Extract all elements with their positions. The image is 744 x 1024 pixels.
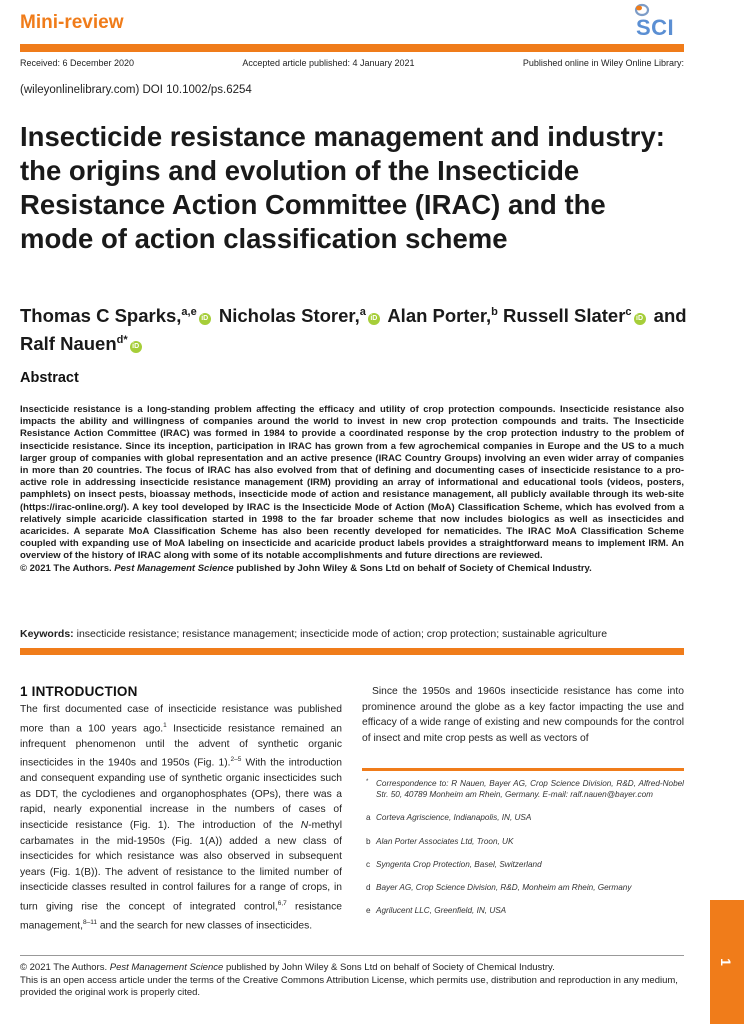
orcid-icon[interactable]: iD bbox=[634, 313, 646, 325]
publication-dates bbox=[20, 58, 684, 68]
keywords-label: Keywords: bbox=[20, 628, 74, 640]
affiliation-footnote: a Corteva Agriscience, Indianapolis, IN, USA bbox=[366, 813, 532, 823]
footer-copyright: © 2021 The Authors. Pest Management Science published by John Wiley & Sons Ltd on behalf of Society of Chemical Industry. bbox=[20, 962, 555, 973]
license-footer bbox=[20, 962, 684, 1000]
doi[interactable]: (wileyonlinelibrary.com) DOI 10.1002/ps.6254 bbox=[20, 84, 252, 96]
citation[interactable]: 6,7 bbox=[277, 899, 287, 907]
sci-logo bbox=[627, 2, 687, 40]
section-divider bbox=[20, 648, 684, 655]
author-name[interactable]: Alan Porter, bbox=[387, 305, 492, 327]
affiliation-footnote: b Alan Porter Associates Ltd, Troon, UK bbox=[366, 836, 514, 846]
keywords-text: insecticide resistance; resistance management; insecticide mode of action; crop protection; sustainable agriculture bbox=[76, 628, 608, 640]
accepted-date: Accepted article published: 4 January 2021 bbox=[242, 58, 415, 68]
footer-license: This is an open access article under the terms of the Creative Commons Attribution License, which permits use, distribution and reproduction in any medium, provided the original work is properly cited. bbox=[20, 974, 678, 998]
affiliation-footnote: d Bayer AG, Crop Science Division, R&D, Monheim am Rhein, Germany bbox=[366, 883, 632, 893]
page-number-tab bbox=[710, 900, 744, 1024]
keywords bbox=[20, 628, 684, 640]
author-separator: and bbox=[653, 305, 687, 327]
published-online: Published online in Wiley Online Library: bbox=[522, 58, 684, 68]
introduction-paragraph: The first documented case of insecticide resistance was published more than a 100 years ago.$^1$ Insecticide resistance remained an infrequent phenomenon until the advent of synthetic organic insecticides in the 1940s and 1950s (Fig. 1).$^{2-5}$ With the introduction and consequent expanding use of synthetic organic insecticides such as DDT, the cyclodienes and organophosphates (OPs), there was a rapid, nearly exponential increase in the numbers of cases of insecticide resistance (Fig. 1). The introduction of the N-methyl carbamates in the mid-1950s (Fig. 1(A)) added a new class of insecticides for which resistance was also observed in subsequent years (Fig. 1(B)). The advent of resistance to the limited number of insecticide classes resulted in control failures for a range of crops, in turn giving rise the concept of integrated control,$^{6,7}$ resistance management,$^{8-11}$ and the search for new classes of insecticides. bbox=[20, 704, 342, 932]
page-number: 1 bbox=[717, 958, 734, 966]
author-name[interactable]: Ralf Nauen bbox=[20, 333, 117, 355]
orcid-icon[interactable]: iD bbox=[199, 313, 211, 325]
right-column-paragraph: Since the 1950s and 1960s insecticide resistance has come into prominence around the globe as a key factor impacting the use and efficacy of a wide range of existing and new compounds for the control of insect and mite crop pests as well as vectors of bbox=[362, 686, 684, 744]
author-affiliation: b bbox=[491, 306, 498, 318]
author-affiliation: c bbox=[625, 306, 632, 318]
introduction-heading: 1 INTRODUCTION bbox=[20, 684, 138, 699]
orcid-icon[interactable]: iD bbox=[368, 313, 380, 325]
citation[interactable]: 2–5 bbox=[230, 756, 242, 764]
left-column bbox=[20, 684, 342, 934]
abstract-copyright: © 2021 The Authors. Pest Management Science published by John Wiley & Sons Ltd on behalf of Society of Chemical Industry. bbox=[20, 562, 592, 574]
author-affiliation: d* bbox=[116, 334, 128, 347]
right-column bbox=[362, 684, 684, 746]
citation[interactable]: 8–11 bbox=[82, 918, 97, 926]
footer-divider bbox=[20, 955, 684, 956]
abstract-heading: Abstract bbox=[20, 370, 79, 386]
footnotes bbox=[366, 778, 684, 928]
author-affiliation: a,e bbox=[181, 306, 197, 318]
correspondence-footnote: * Correspondence to: R Nauen, Bayer AG, Crop Science Division, R&D, Alfred-Nobel Str. 50, 40789 Monheim am Rhein, Germany. E-mail: ralf.nauen@bayer.com bbox=[366, 779, 684, 800]
author-list bbox=[20, 300, 700, 356]
received-date: Received: 6 December 2020 bbox=[20, 58, 135, 68]
abstract-text bbox=[20, 404, 684, 575]
top-divider bbox=[20, 44, 684, 52]
author-name[interactable]: Russell Slater bbox=[503, 305, 626, 327]
citation[interactable]: 1 bbox=[163, 721, 167, 729]
orcid-icon[interactable]: iD bbox=[130, 341, 142, 353]
affiliation-footnote: c Syngenta Crop Protection, Basel, Switzerland bbox=[366, 859, 542, 869]
author-affiliation: a bbox=[359, 306, 366, 318]
article-title: Insecticide resistance management and industry: the origins and evolution of the Insecticide Resistance Action Committee (IRAC) and the mode of action classification scheme bbox=[20, 121, 665, 254]
author-name[interactable]: Thomas C Sparks, bbox=[20, 305, 182, 327]
section-label: Mini-review bbox=[20, 12, 124, 33]
abstract-paragraph: Insecticide resistance is a long-standing problem affecting the efficacy and utility of crop protection compounds. Insecticide resistance also impacts the ability and willingness of companies around the world to invest in new crop protection compounds and traits. The Insecticide Resistance Action Committee (IRAC) was formed in 1984 to provide a coordinated response by the crop protection industry to the problem of insecticide resistance. Since its inception, participation in IRAC has grown from a few agrochemical companies in Europe and the US to a much larger group of companies with global representation and an active presence (IRAC Country Groups) involving an even wider array of companies in more than 20 countries. The focus of IRAC has also evolved from that of defining and documenting cases of insecticide resistance to a pro-active role in addressing insecticide resistance management (IRM) providing an array of informational and educational tools (videos, posters, pamphlets) on insect pests, bioassay methods, insecticide mode of action and resistance management, all publicly available through its web-site (https://irac-online.org/). A key tool developed by IRAC is the Insecticide Mode of Action (MoA) Classification Scheme, which has evolved from a relatively simple acaricide classification started in 1998 to the far broader scheme that now includes biologics as well as insecticides and acaricides. A separate MoA Classification Scheme has also been recently developed for nematicides. The IRAC MoA Classification Scheme coupled with expanding use of MoA labeling on insecticide and acaricide product labels provides a straightforward means to implement IRM. An overview of the history of IRAC along with some of its notable accomplishments and future directions are reviewed. bbox=[20, 404, 684, 562]
author-name[interactable]: Nicholas Storer, bbox=[218, 305, 360, 327]
sci-logo-text: SCI bbox=[636, 15, 675, 40]
footnote-divider bbox=[362, 768, 684, 771]
affiliation-footnote: e Agrilucent LLC, Greenfield, IN, USA bbox=[366, 906, 507, 916]
